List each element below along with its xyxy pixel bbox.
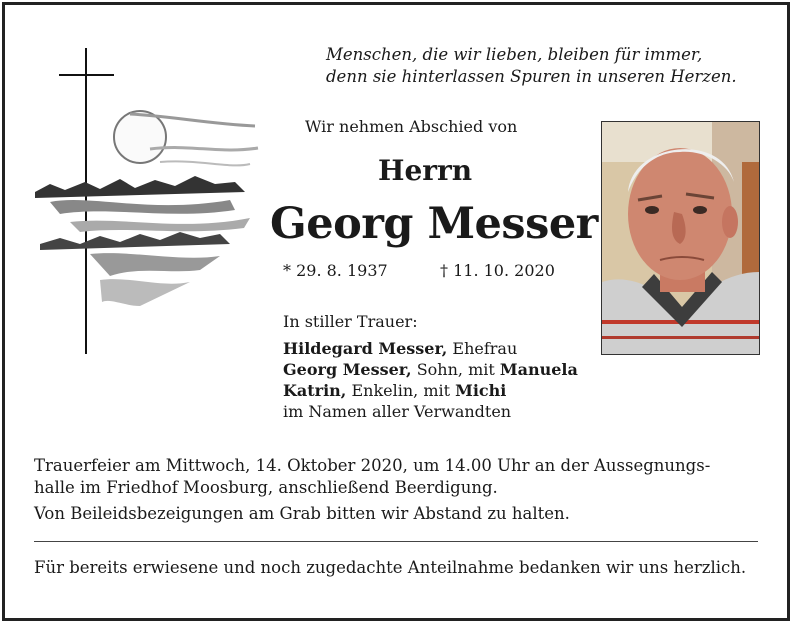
mourner-name: Manuela [499,360,578,379]
deceased-name: Georg Messer [270,199,598,249]
mourner-name: Georg Messer, [283,360,412,379]
mourner-line [283,338,578,359]
service-line-1: Trauerfeier am Mittwoch, 14. Oktober 2020, um 14.00 Uhr an der Aussegnungs- [34,456,711,475]
memorial-artwork [30,44,266,356]
divider [34,541,758,542]
mourner-relation: Enkelin, mit [346,381,456,400]
mourning-intro: In stiller Trauer: [283,312,418,331]
birth-date: * 29. 8. 1937 [283,261,388,280]
mountain-ridge-1 [35,176,245,198]
sun-icon [114,111,166,163]
mourner-relation: Sohn, mit [411,360,500,379]
motto-line-1: Menschen, die wir lieben, bleiben für immer, [326,45,703,64]
mourner-name: Katrin, [283,381,347,400]
motto-line-2: denn sie hinterlassen Spuren in unseren Herzen. [326,67,737,86]
salutation: Herrn [378,154,473,187]
mourner-relation: Ehefrau [447,339,518,358]
service-line-2: halle im Friedhof Moosburg, anschließend Beerdigung. [34,478,498,497]
service-info [34,455,764,499]
mourner-line: im Namen aller Verwandten [283,402,512,421]
farewell-text: Wir nehmen Abschied von [305,117,518,136]
death-date: † 11. 10. 2020 [440,261,555,280]
mourner-line [283,359,578,380]
mourner-line [283,380,578,401]
motto [326,44,737,88]
water-reflection-2 [70,218,250,232]
mourner-name: Hildegard Messer, [283,339,448,358]
water-reflection-1 [50,200,235,214]
mourner-name: Michi [455,381,507,400]
portrait-photo [601,121,760,355]
thanks-note: Für bereits erwiesene und noch zugedachte Anteilnahme bedanken wir uns herzlich. [34,558,747,577]
water-reflection-4 [100,279,190,306]
mourners-list [283,338,578,422]
mountain-ridge-2 [40,232,230,250]
condolence-note: Von Beileidsbezeigungen am Grab bitten wir Abstand zu halten. [34,504,570,523]
water-reflection-3 [90,253,220,276]
